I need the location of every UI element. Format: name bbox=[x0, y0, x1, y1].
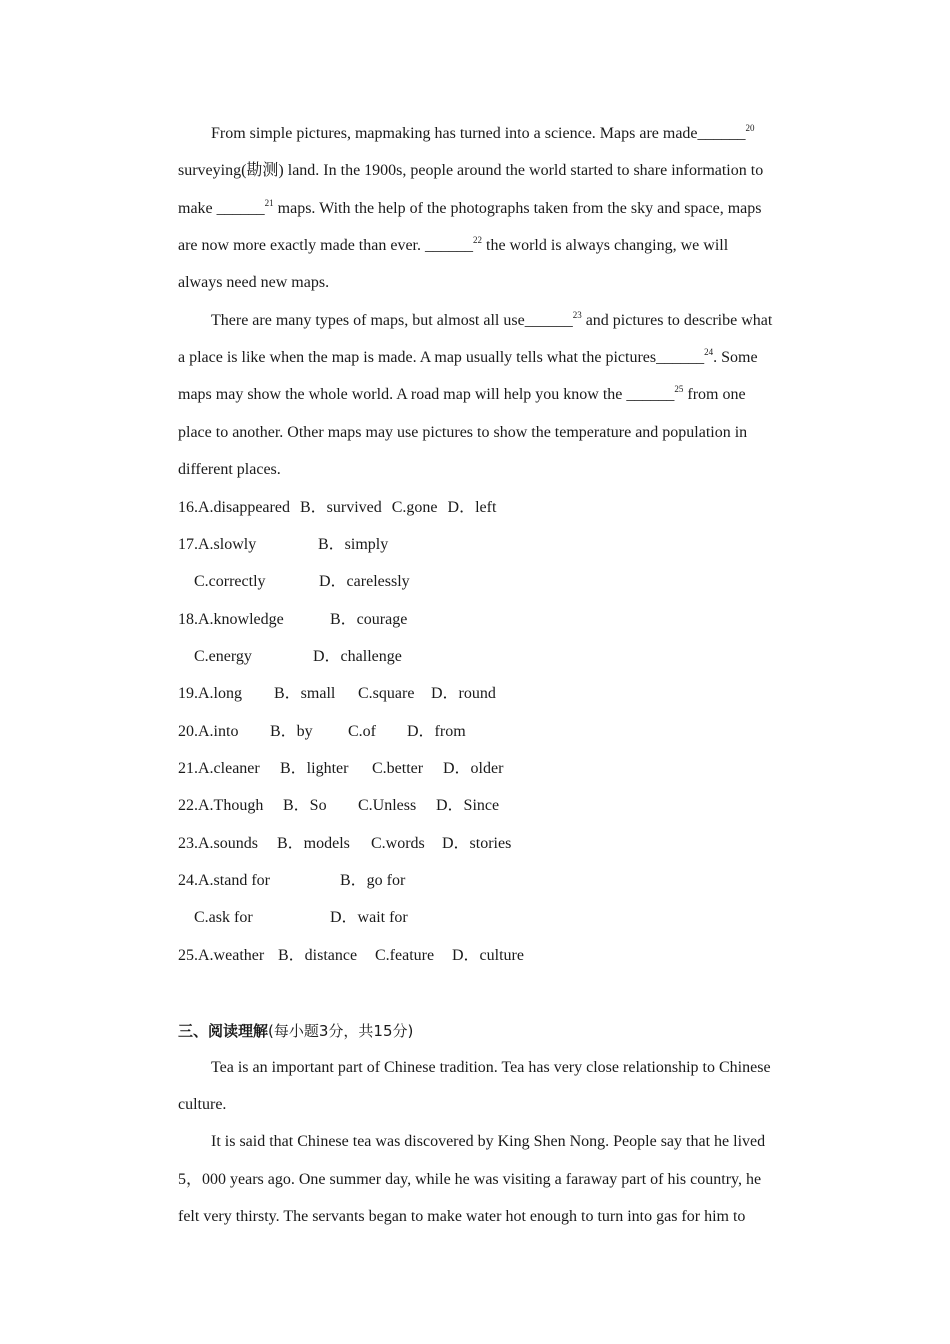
option-c: C.Unless bbox=[358, 797, 417, 814]
passage-line: Tea is an important part of Chinese tradition. Tea has very close relationship to Chinese bbox=[211, 1059, 771, 1076]
question-options bbox=[178, 796, 500, 816]
option-c: C.words bbox=[371, 835, 425, 852]
option-b: B．distance bbox=[278, 947, 358, 964]
passage-line: There are many types of maps, but almost all use______$^{23}$ and pictures to describe what bbox=[211, 310, 773, 329]
option-c: C.gone bbox=[391, 499, 438, 516]
option-d: D．Since bbox=[436, 797, 500, 814]
option-b: B．models bbox=[277, 835, 350, 852]
option-a: 19.A.long bbox=[178, 685, 242, 702]
passage-line: felt very thirsty. The servants began to make water hot enough to turn into gas for him to bbox=[178, 1208, 746, 1225]
question-options bbox=[178, 498, 496, 518]
section-heading: 三、阅读理解(每小题3分，共15分) bbox=[178, 1022, 414, 1040]
option-a: 20.A.into bbox=[178, 723, 239, 740]
passage-line: From simple pictures, mapmaking has turned into a science. Maps are made______$^{20}$ bbox=[211, 123, 755, 142]
passage-line: different places. bbox=[178, 461, 281, 478]
passage-line: It is said that Chinese tea was discovered by King Shen Nong. People say that he lived bbox=[211, 1133, 766, 1150]
passage-line: place to another. Other maps may use pictures to show the temperature and population in bbox=[178, 424, 748, 441]
option-d: D．from bbox=[407, 723, 466, 740]
option-b: B．simply bbox=[318, 536, 389, 553]
option-c: C.ask for bbox=[194, 909, 253, 926]
option-d: D．older bbox=[443, 760, 504, 777]
question-options bbox=[178, 759, 504, 779]
option-d: D．carelessly bbox=[319, 573, 410, 590]
option-a: 25.A.weather bbox=[178, 947, 265, 964]
option-a: 16.A.disappeared bbox=[178, 499, 290, 516]
passage-line: maps may show the whole world. A road map will help you know the ______$^{25}$ from one bbox=[178, 384, 746, 403]
passage-line: always need new maps. bbox=[178, 274, 330, 291]
option-c: C.of bbox=[348, 723, 376, 740]
option-a: 23.A.sounds bbox=[178, 835, 259, 852]
question-options bbox=[194, 572, 410, 592]
question-options bbox=[178, 684, 496, 704]
question-options bbox=[178, 610, 408, 630]
question-options bbox=[178, 834, 512, 854]
question-options bbox=[194, 647, 402, 667]
passage-line: 5，000 years ago. One summer day, while he was visiting a faraway part of his country, he bbox=[178, 1171, 762, 1188]
passage-line: are now more exactly made than ever. ______$^{22}$ the world is always changing, we will bbox=[178, 235, 729, 254]
option-a: 22.A.Though bbox=[178, 797, 264, 814]
option-b: B．lighter bbox=[280, 760, 349, 777]
option-a: 24.A.stand for bbox=[178, 872, 270, 889]
option-d: D．challenge bbox=[313, 648, 402, 665]
option-b: B．small bbox=[274, 685, 336, 702]
option-b: B．survived bbox=[299, 499, 382, 516]
option-c: C.square bbox=[358, 685, 415, 702]
option-c: C.better bbox=[372, 760, 424, 777]
option-c: C.correctly bbox=[194, 573, 266, 590]
question-options bbox=[178, 946, 524, 966]
option-a: 21.A.cleaner bbox=[178, 760, 260, 777]
option-c: C.feature bbox=[375, 947, 435, 964]
option-a: 18.A.knowledge bbox=[178, 611, 284, 628]
option-c: C.energy bbox=[194, 648, 252, 665]
passage-line: surveying(勘测) land. In the 1900s, people around the world started to share information to bbox=[178, 162, 764, 179]
option-a: 17.A.slowly bbox=[178, 536, 257, 553]
option-b: B．courage bbox=[330, 611, 408, 628]
option-b: B．So bbox=[283, 797, 327, 814]
question-options bbox=[178, 722, 466, 742]
question-options bbox=[178, 535, 389, 555]
option-b: B．by bbox=[270, 723, 313, 740]
question-options bbox=[194, 908, 408, 928]
question-options bbox=[178, 871, 406, 891]
option-d: D．left bbox=[447, 499, 497, 516]
passage-line: culture. bbox=[178, 1096, 227, 1113]
option-d: D．culture bbox=[452, 947, 524, 964]
passage-line: make ______$^{21}$ maps. With the help of the photographs taken from the sky and space, maps bbox=[178, 198, 762, 217]
option-d: D．round bbox=[431, 685, 496, 702]
passage-line: a place is like when the map is made. A map usually tells what the pictures______$^{24}$. Some bbox=[178, 347, 758, 366]
option-b: B．go for bbox=[340, 872, 406, 889]
option-d: D．stories bbox=[442, 835, 512, 852]
option-d: D．wait for bbox=[330, 909, 408, 926]
